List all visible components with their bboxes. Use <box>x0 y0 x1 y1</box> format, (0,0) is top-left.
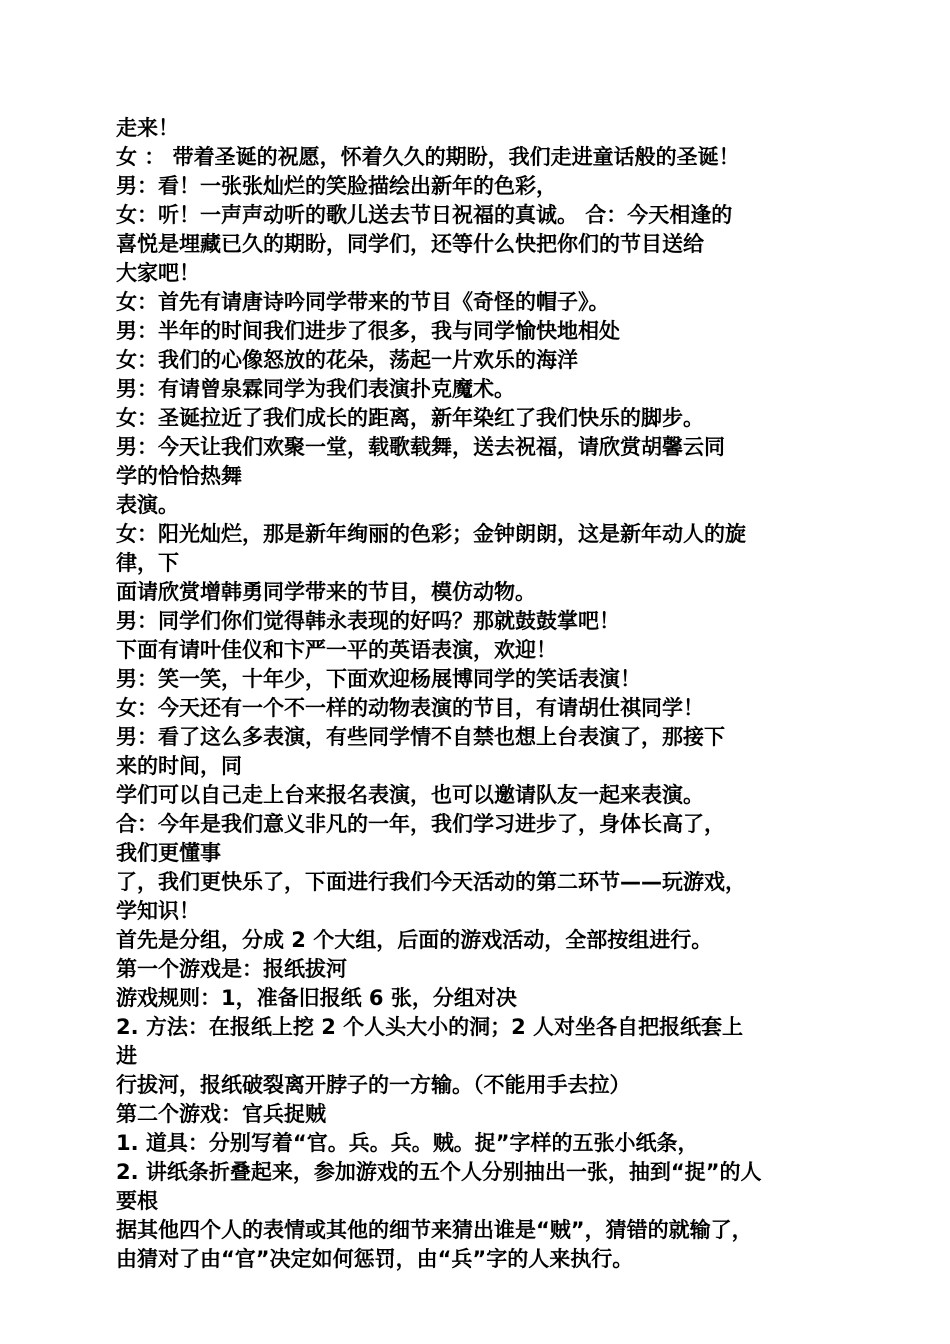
text-line: 据其他四个人的表情或其他的细节来猜出谁是“贼”，猜错的就输了， <box>116 1218 753 1242</box>
text-line: 学的恰恰热舞 <box>116 464 242 488</box>
text-line: 男：看了这么多表演，有些同学情不自禁也想上台表演了，那接下 <box>116 725 725 749</box>
text-line: 大家吧！ <box>116 261 200 285</box>
text-line: 男：看！一张张灿烂的笑脸描绘出新年的色彩， <box>116 174 557 198</box>
text-line: 2. 讲纸条折叠起来，参加游戏的五个人分别抽出一张，抽到“捉”的人 <box>116 1160 762 1184</box>
text-line: 首先是分组，分成 2 个大组，后面的游戏活动，全部按组进行。 <box>116 928 713 952</box>
text-line: 女：我们的心像怒放的花朵，荡起一片欢乐的海洋 <box>116 348 578 372</box>
text-line: 女：听！一声声动听的歌儿送去节日祝福的真诚。 合：今天相逢的 <box>116 203 733 227</box>
text-line: 喜悦是埋藏已久的期盼，同学们，还等什么快把你们的节目送给 <box>116 232 704 256</box>
text-line: 女：今天还有一个不一样的动物表演的节目，有请胡仕祺同学！ <box>116 696 704 720</box>
text-line: 要根 <box>116 1189 158 1213</box>
text-line: 第二个游戏：官兵捉贼 <box>116 1102 326 1126</box>
text-line: 来的时间，同 <box>116 754 242 778</box>
text-line: 合：今年是我们意义非凡的一年，我们学习进步了，身体长高了， <box>116 812 725 836</box>
text-line: 由猜对了由“官”决定如何惩罚，由“兵”字的人来执行。 <box>116 1247 634 1271</box>
text-line: 1. 道具：分别写着“官。兵。兵。贼。捉”字样的五张小纸条， <box>116 1131 699 1155</box>
text-line: 女：首先有请唐诗吟同学带来的节目《奇怪的帽子》。 <box>116 290 610 314</box>
text-line: 男：笑一笑，十年少，下面欢迎杨展博同学的笑话表演！ <box>116 667 641 691</box>
text-line: 男：同学们你们觉得韩永表现的好吗？那就鼓鼓掌吧！ <box>116 609 620 633</box>
text-line: 律，下 <box>116 551 179 575</box>
document-body <box>116 114 840 1274</box>
text-line: 下面有请叶佳仪和卞严一平的英语表演，欢迎！ <box>116 638 557 662</box>
text-line: 面请欣赏增韩勇同学带来的节目，模仿动物。 <box>116 580 536 604</box>
text-line: 男：半年的时间我们进步了很多，我与同学愉快地相处 <box>116 319 620 343</box>
text-line: 表演。 <box>116 493 179 517</box>
text-line: 女 ： 带着圣诞的祝愿，怀着久久的期盼，我们走进童话般的圣诞！ <box>116 145 740 169</box>
text-line: 女：圣诞拉近了我们成长的距离，新年染红了我们快乐的脚步。 <box>116 406 704 430</box>
text-line: 2. 方法：在报纸上挖 2 个人头大小的洞；2 人对坐各自把报纸套上 <box>116 1015 744 1039</box>
text-line: 我们更懂事 <box>116 841 221 865</box>
text-line: 学知识！ <box>116 899 200 923</box>
text-line: 进 <box>116 1044 137 1068</box>
text-line: 走来！ <box>116 116 179 140</box>
text-line: 男：今天让我们欢聚一堂，载歌载舞，送去祝福，请欣赏胡馨云同 <box>116 435 725 459</box>
text-line: 男：有请曾泉霖同学为我们表演扑克魔术。 <box>116 377 515 401</box>
text-line: 了，我们更快乐了，下面进行我们今天活动的第二环节——玩游戏， <box>116 870 746 894</box>
text-line: 女：阳光灿烂，那是新年绚丽的色彩；金钟朗朗，这是新年动人的旋 <box>116 522 746 546</box>
text-line: 游戏规则：1，准备旧报纸 6 张，分组对决 <box>116 986 517 1010</box>
text-line: 学们可以自己走上台来报名表演，也可以邀请队友一起来表演。 <box>116 783 704 807</box>
text-line: 第一个游戏是：报纸拔河 <box>116 957 347 981</box>
text-line: 行拔河，报纸破裂离开脖子的一方输。（不能用手去拉） <box>116 1073 631 1097</box>
